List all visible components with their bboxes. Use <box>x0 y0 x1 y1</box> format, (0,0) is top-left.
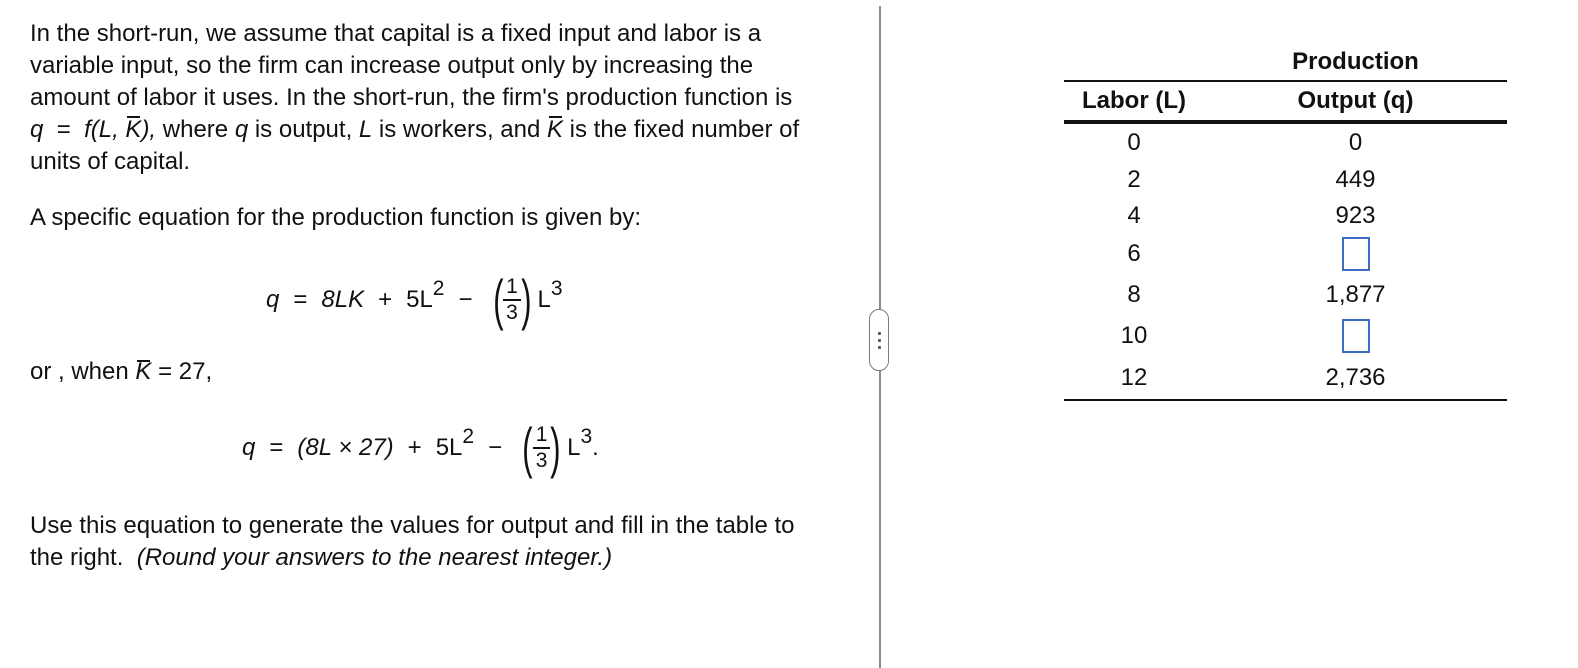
eq-minus: − <box>488 434 503 461</box>
eq-plus: + <box>407 434 422 461</box>
intro-text: In the short-run, we assume that capital is a fixed input and labor is a variable input, so the firm can increase output only by increasing the amount of labor it uses. In the short-run, the firm's production function is <box>30 20 793 111</box>
rounding-note: (Round your answers to the nearest integer.) <box>136 544 613 571</box>
table-row <box>1064 357 1507 401</box>
grip-dot <box>878 346 881 349</box>
grip-dot <box>878 339 881 342</box>
paren-open: ( <box>522 416 533 479</box>
labor-cell: 4 <box>1127 201 1141 229</box>
eq-equals: = <box>293 286 308 313</box>
table-row <box>1064 124 1507 161</box>
production-table <box>1064 44 1507 401</box>
output-cell: 1,877 <box>1325 281 1386 308</box>
when-line <box>30 358 212 386</box>
eq-exp3: 3 <box>550 277 563 300</box>
output-cell <box>1204 319 1507 353</box>
k-bar-symbol: K <box>125 114 141 146</box>
eq-term3: L <box>537 286 551 313</box>
answer-input-l10[interactable] <box>1342 319 1370 353</box>
intro-paragraph <box>30 18 830 178</box>
paren-open: ( <box>492 268 503 331</box>
question-panel <box>30 18 830 234</box>
table-row <box>1064 315 1507 357</box>
labor-column-header: Labor (L) <box>1082 87 1186 114</box>
eq-q: q <box>242 434 256 461</box>
production-header: Production <box>1292 48 1419 75</box>
table-row <box>1064 161 1507 198</box>
fraction-denominator: 3 <box>506 301 518 324</box>
fraction-denominator: 3 <box>535 449 548 472</box>
eq-q: q <box>266 286 280 313</box>
table-row <box>1064 233 1507 275</box>
eq-plus: + <box>378 286 393 313</box>
k-bar-symbol: K <box>547 114 563 146</box>
q-symbol: q <box>30 116 44 143</box>
when-text: or , when <box>30 358 136 385</box>
l-symbol: L <box>358 116 373 143</box>
eq-term2: 5L <box>435 434 463 461</box>
table-group-header-row <box>1064 44 1507 82</box>
eq-term2: 5L <box>406 286 433 313</box>
output-cell: 0 <box>1348 128 1363 156</box>
eq-fraction <box>489 268 536 331</box>
eq-term1: (8L × 27) <box>297 434 394 461</box>
table-header-row <box>1064 82 1507 124</box>
labor-cell: 10 <box>1120 322 1148 349</box>
k-bar-symbol: K <box>135 358 152 385</box>
intro-text-output: is output, <box>248 116 359 143</box>
eq-period: . <box>592 434 599 461</box>
labor-cell: 6 <box>1127 240 1141 267</box>
function-close: ), <box>141 116 157 143</box>
equals-sign: = <box>56 116 71 143</box>
fraction-numerator: 1 <box>533 423 551 449</box>
equation-specific <box>242 416 599 479</box>
output-cell: 2,736 <box>1325 364 1386 391</box>
function-symbol: f(L, <box>84 116 119 143</box>
output-cell <box>1204 237 1507 271</box>
eq-minus: − <box>458 286 473 313</box>
eq-exp2: 2 <box>432 277 445 300</box>
table-row <box>1064 198 1507 233</box>
output-cell: 923 <box>1335 201 1376 229</box>
paren-close: ) <box>521 268 532 331</box>
resize-handle[interactable] <box>869 309 889 371</box>
paren-close: ) <box>550 416 561 479</box>
eq-exp2: 2 <box>462 425 475 448</box>
answer-input-l6[interactable] <box>1342 237 1370 271</box>
equation-general <box>266 268 563 331</box>
instruction-paragraph <box>30 510 830 574</box>
eq-equals: = <box>269 434 284 461</box>
labor-cell: 12 <box>1120 364 1148 391</box>
labor-cell: 8 <box>1127 281 1141 308</box>
labor-cell: 2 <box>1127 165 1141 193</box>
eq-fraction <box>518 416 565 479</box>
labor-cell: 0 <box>1127 128 1141 156</box>
k-value: = 27, <box>151 358 213 385</box>
output-column-header: Output (q) <box>1297 87 1414 114</box>
intro-text-workers: is workers, and <box>372 116 547 143</box>
instruction-text: Use this equation to generate the values for output and fill in the table to the right. <box>30 512 795 571</box>
intro-text-where: where <box>156 116 235 143</box>
output-cell: 449 <box>1335 165 1376 193</box>
equation-intro: A specific equation for the production function is given by: <box>30 204 642 231</box>
eq-term3: L <box>567 434 581 461</box>
intro-text-capital: is the fixed number of units of capital. <box>30 116 800 175</box>
fraction-numerator: 1 <box>503 275 521 301</box>
fraction <box>503 275 521 325</box>
eq-term1: 8LK <box>321 286 365 313</box>
table-row <box>1064 275 1507 315</box>
q-symbol: q <box>234 116 249 143</box>
fraction <box>533 423 551 473</box>
eq-exp3: 3 <box>580 425 593 448</box>
grip-dot <box>878 332 881 335</box>
